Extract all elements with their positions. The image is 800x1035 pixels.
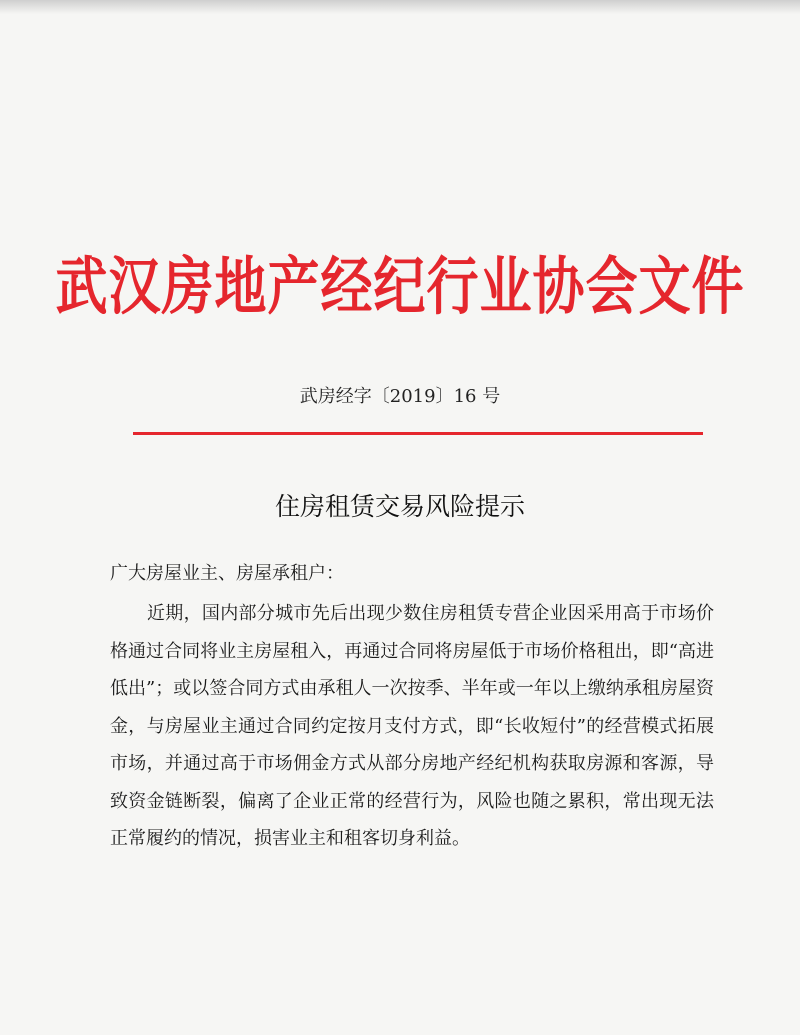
scan-edge-shadow [0,0,800,14]
notice-title: 住房租赁交易风险提示 [274,492,525,521]
salutation: 广大房屋业主、房屋承租户： [110,563,344,584]
header-divider-red-line [133,432,703,435]
body-paragraph: 近期，国内部分城市先后出现少数住房租赁专营企业因采用高于市场价格通过合同将业主房屋租入，再通过合同将房屋低于市场价格租出，即“高进低出”；或以签合同方式由承租人一次按季、半年或一年以上缴纳承租房屋资金，与房屋业主通过合同约定按月支付方式，即“长收短付”的经营模式拓展市场，并通过高于市场佣金方式从部分房地产经纪机构获取房源和客源，导致资金链断裂，偏离了企业正常的经营行为，风险也随之累积，常出现无法正常履约的情况，损害业主和租客切身利益。 [110,603,714,849]
document-number: 武房经字〔2019〕16 号 [299,386,501,407]
issuer-header-title: 武汉房地产经纪行业协会文件 [55,251,745,324]
